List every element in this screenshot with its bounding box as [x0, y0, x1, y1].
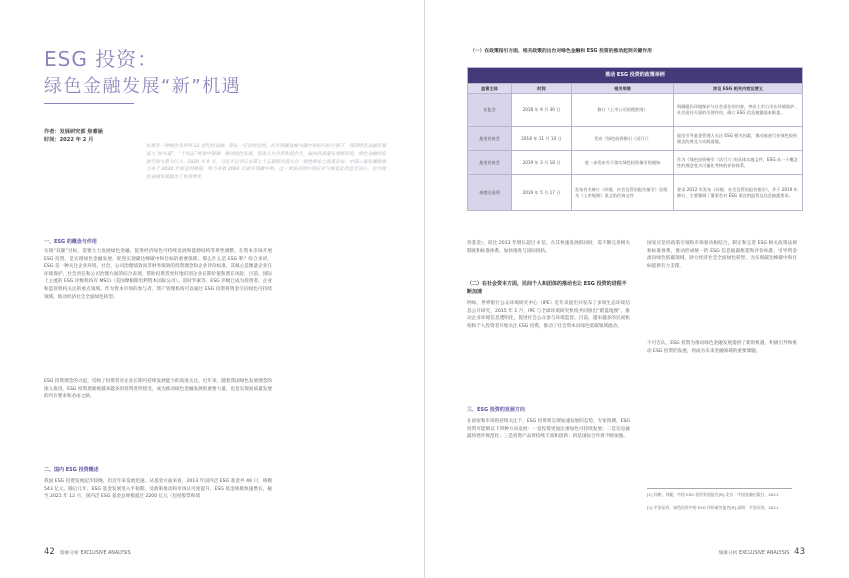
table-header: 时间	[512, 84, 572, 94]
footer-brand: 瑞豪分析 EXCLUSIVE ANALYSIS	[718, 551, 790, 556]
col1-text-a: 券基金），较比 2013 年增长超过 4 倍，在其快速发展的同时，需不断完善相关制度和标准体系，加快推进与国际接轨。	[467, 241, 630, 254]
table-cell-action: 发布《绿色投资指引（试行）》	[572, 127, 674, 151]
table-row	[468, 175, 803, 211]
col2-text-a: 国家应坚持政策引领和市场驱动相结合，制定和完善 ESG 相关政策法规和标准体系，推动形成统一的 ESG 信息披露框架和评价标准，引导资金流向绿色低碳领域，助力经济社会全面绿色转型，为实现碳达峰碳中和目标提供有力支撑。	[647, 241, 797, 269]
abstract: 如果有一种颜色来形容 21 世纪的金融，那么一定是绿色的。在实现碳达峰与碳中和的目标引领下，我国绿色金融发展进入“快车道”，“十四五”规划中强调：推动绿色发展，促进人与自然和谐共生。面向高质量发展新阶段，绿色金融的发展空间与潜力巨大。2020 年 9 月，习近平总书记在第七十五届联合国大会一般性辩论上郑重宣布：中国二氧化碳排放力争于 2030 年前达到峰值，努力争取 2060 年前实现碳中和。这一承诺表明中国应对气候变化的坚定决心，也为绿色金融发展提出了更高要求。	[146, 144, 386, 181]
author: 作者：发展研究部 焦睿涵	[44, 129, 103, 135]
footnote-1: [1] 孙彬，刘婕，中国 ESG 投资发展报告[R].北京：中国金融出版社，2021	[647, 492, 779, 497]
table-cell-body: 基金业协会	[468, 127, 512, 151]
table-row	[468, 151, 803, 175]
article-title-line2: 绿色金融发展“新”机遇	[44, 76, 242, 97]
date: 时间：2022 年 2 月	[44, 137, 94, 143]
col1-text-b: 例如，世界银行公众环境研究中心（IPE）近年来提出并发布了多项生态环境信息公开研究，2015 年 1 月，IPE 与全球环境研究机构共同推出“蔚蓝地图”，推动企业环境信息透明化，促进社会公众参与环境监督。目前，越来越多的民间机构和个人投资者开始关注 ESG 投资，推动了社会资本向绿色低碳领域流动。	[467, 301, 630, 329]
col1-sub-title: （二）在社会资本方面，民间个人和团体的推动也让 ESG 投资的进程不断加速	[467, 281, 627, 295]
section2-text: 我国 ESG 投资发展起步较晚，但近年来发展迅速。从基金方面来看，2013 年国内泛 ESG 基金共 49 只，规模 543 亿元。随后几年，ESG 基金发展进入平稳期，受政策推动和市场认可度提升，ESG 基金规模快速增长，截至 2021 年 12 月，国内泛 ESG 基金总规模超过 2200 亿元（包括股票和债	[44, 479, 272, 500]
section2-title: 二、国内 ESG 投资概述	[44, 467, 99, 473]
table-header: 监管主体	[468, 84, 512, 94]
table-title: 推动 ESG 投资的政策举例	[468, 68, 803, 84]
notes-divider	[647, 488, 792, 489]
table-cell-action: 进一步发布关于落实绿色投资指引的通知	[572, 151, 674, 175]
section1-text: 实现“双碳”目标，需要大力发展绿色金融，促进经济绿色可持续发展和能源结构等革性调整。在资本市场开展 ESG 投资，是实现绿色金融发展、促进实现碳达峰碳中和目标的重要保障。那么什么是 ESG 呢？综合来讲，ESG 是一种关注企业环境、社会、公司治理绩效而非财务绩效的投资理念和企业评价标准，其核心是衡量企业在环境保护、社会责任和公司治理方面的综合表现，帮助投资者更好地识别企业长期价值和潜在风险。目前，国际上主流的 ESG 评级机构有 MSCI（美国摩根斯坦利资本国际公司）、富时罗素等，ESG 评级已成为投资者、企业和监管机构关注的重点领域。作为资本市场的参与者，资产管理机构可以通过 ESG 投资将资金引向绿色可持续领域，推动经济社会全面绿色转型。	[44, 249, 272, 300]
table-cell-date: 2018 年 11 月 10 日	[512, 127, 572, 151]
footer-right	[718, 548, 805, 558]
footer-left	[44, 548, 131, 558]
section1-title: 一、ESG 的概念与作用	[44, 239, 97, 245]
col1-text-c: 在国家和市场的持续关注下，ESG 投资将呈现加速发展的态势。专家预测，ESG 投资可能朝以下四种方向发展：一是投资更加注重绿色可持续发展；二是信息披露将逐步规范化；三是投资产品将持续丰富和创新；四是国际合作将不断加强。	[467, 419, 630, 440]
table-cell-body: 证监会	[468, 94, 512, 127]
section1-text2: ESG 投资理念的兴起，反映了投资者对企业长期可持续发展能力的高度关注。近年来，随着我国绿色发展理念的深入推进，ESG 投资逐渐被越来越多的投资者所接受，成为推动绿色金融发展的重要力量，也是实现高质量发展的内在要求和必由之路。	[44, 379, 272, 400]
table-cell-action: 修订《上市公司治理准则》	[572, 94, 674, 127]
table-caption: （一）在政策指引方面，相关政策的出台对绿色金融和 ESG 投资的推动起到关键作用	[470, 49, 652, 54]
table-cell-action: 发布有关修订《环境、社会及管治报告指引》及相关《上市规则》条文的咨询文件	[572, 175, 674, 211]
title-divider	[44, 103, 134, 104]
table-cell-date: 2019 年 5 月 17 日	[512, 175, 572, 211]
table-cell-body: 基金业协会	[468, 151, 512, 175]
col2-text-b: 不可否认，ESG 投资为推动绿色金融发展提供了新的机遇，积极引导和推动 ESG 投资的发展，将成为未来金融领域的重要课题。	[647, 341, 797, 354]
table-cell-content: 提出引导基金管理人关注 ESG 相关因素，推动基金行业绿色投资理念的普及与实践落地。	[674, 127, 803, 151]
table-row	[468, 94, 803, 127]
table-header: 相关举措	[572, 84, 674, 94]
article-title-line1: ESG 投资：	[44, 47, 159, 71]
table-cell-content: 明确提出环境保护与社会责任的内容，突出上市公司在环境保护、社会责任方面的引领作用，确立 ESG 信息披露基本框架。	[674, 94, 803, 127]
table-cell-date: 2019 年 3 月 18 日	[512, 151, 572, 175]
table-header: 涉及 ESG 相关内容及要义	[674, 84, 803, 94]
page-number: 42	[44, 547, 55, 557]
table-cell-content: 作为《绿色投资指引（试行）》的具体实施文件，ESG 从一个概念性的理念变为可量化考核的评价体系。	[674, 151, 803, 175]
table-row	[468, 127, 803, 151]
table-cell-date: 2018 年 9 月 30 日	[512, 94, 572, 127]
policy-table	[467, 67, 803, 211]
table-cell-content: 要求 2012 年发布《环境、社会及管治报告指引》，并于 2019 年修订，主要强调了董事会对 ESG 事宜的监管及信息披露要求。	[674, 175, 803, 211]
footnote-2: [2] 平安证券，绿色投资中的 ESG 评价研究报告[R].深圳：平安证券，2021	[647, 505, 779, 510]
author-line	[44, 128, 103, 144]
page-number: 43	[794, 547, 805, 557]
footer-brand: 瑞豪分析 EXCLUSIVE ANALYSIS	[59, 551, 131, 556]
section3-title: 三、ESG 投资的发展方向	[467, 407, 525, 413]
table-cell-body: 香港交易所	[468, 175, 512, 211]
